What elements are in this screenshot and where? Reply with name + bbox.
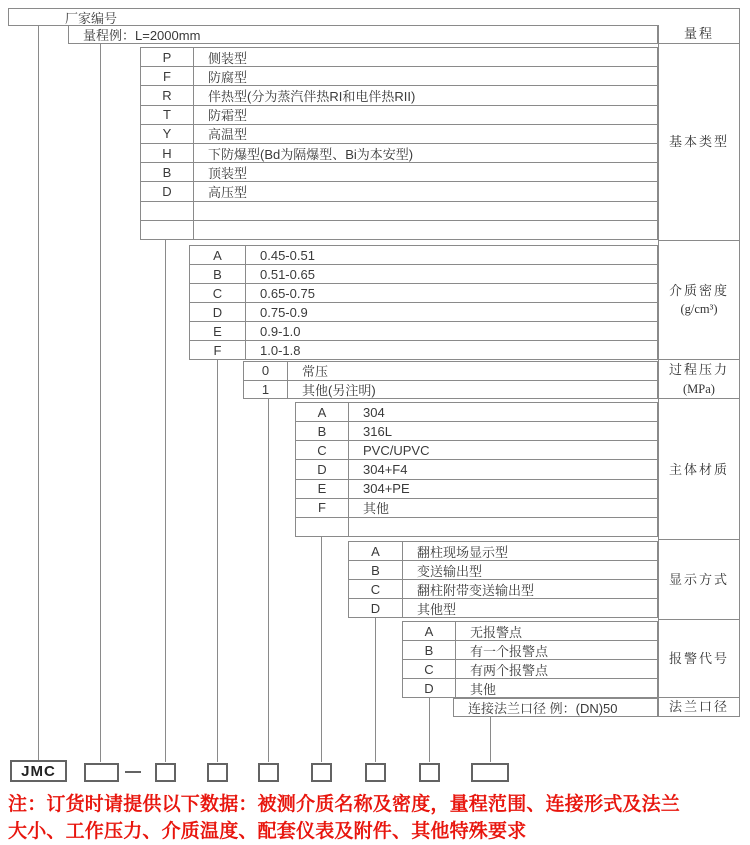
flange-size-text: 连接法兰口径 例：(DN)50 [468, 701, 618, 716]
order-note-line1: 注：订货时请提供以下数据：被测介质名称及密度，量程范围、连接形式及法兰 [8, 794, 681, 815]
table-row [190, 302, 657, 321]
option-code [141, 202, 194, 220]
option-code: C [296, 441, 349, 459]
model-prefix-label: JMC [21, 762, 56, 780]
table-row [349, 560, 657, 579]
option-desc: 防霜型 [208, 108, 248, 124]
table-row [296, 479, 657, 498]
option-code: D [296, 460, 349, 478]
option-code: B [296, 422, 349, 440]
option-desc [349, 518, 657, 536]
option-desc: 侧装型 [208, 50, 248, 66]
range-example-label: 量程例：L=2000mm [83, 28, 201, 43]
option-code: F [141, 67, 194, 85]
option-desc: 其他(另注明) [302, 382, 376, 398]
category-label-process-pressure: 过程压力 (MPa) [659, 359, 739, 398]
option-code: F [190, 341, 246, 359]
option-desc: 高压型 [208, 185, 248, 201]
order-note-line2: 大小、工作压力、介质温度、配套仪表及附件、其他特殊要求 [8, 820, 527, 842]
option-code: E [190, 322, 246, 340]
table-row [141, 105, 657, 124]
table-row-empty [141, 220, 657, 239]
connector-line-body-material [321, 537, 322, 762]
category-label-alarm-code: 报警代号 [659, 619, 739, 697]
connector-line-display-mode [375, 618, 376, 762]
option-code: B [403, 641, 456, 659]
table-row [190, 246, 657, 264]
option-code: D [190, 303, 246, 321]
category-label-column [658, 25, 740, 717]
option-desc: 304+F4 [363, 461, 408, 477]
option-desc: 0.45-0.51 [260, 247, 315, 263]
flange-size-row [453, 698, 658, 717]
alarm-code-table [402, 621, 658, 698]
option-code: T [141, 106, 194, 124]
option-desc: 316L [363, 423, 392, 439]
category-label-body-material: 主体材质 [659, 398, 739, 539]
table-row [349, 598, 657, 617]
table-row [403, 659, 657, 678]
option-desc: 伴热型(分为蒸汽伴热RI和电伴热RII) [208, 89, 416, 105]
model-code-separator [125, 771, 141, 773]
option-desc: 常压 [302, 364, 329, 380]
connector-line-medium-density [217, 360, 218, 762]
option-desc: 无报警点 [470, 624, 523, 640]
option-desc: 顶装型 [208, 165, 248, 181]
option-desc: 有一个报警点 [470, 643, 549, 659]
option-code: D [403, 679, 456, 697]
model-code-box-range [84, 763, 119, 782]
connector-line-prefix [38, 25, 39, 762]
option-code: A [190, 246, 246, 264]
option-code: D [141, 182, 194, 200]
option-desc: 翻柱附带变送输出型 [417, 582, 535, 598]
option-code: 0 [244, 362, 288, 380]
option-code: A [296, 403, 349, 421]
option-desc [194, 202, 657, 220]
table-row [141, 48, 657, 66]
category-label-flange-size: 法兰口径 [659, 697, 739, 716]
table-row [349, 542, 657, 560]
display-mode-table [348, 541, 658, 618]
option-desc: 其他型 [417, 601, 457, 617]
table-row [296, 421, 657, 440]
model-code-box-medium-density [207, 763, 228, 782]
option-code: R [141, 86, 194, 104]
model-code-box-display-mode [365, 763, 386, 782]
option-code: Y [141, 125, 194, 143]
option-desc: 0.75-0.9 [260, 304, 308, 320]
option-code: C [190, 284, 246, 302]
category-label-display-mode: 显示方式 [659, 539, 739, 619]
table-row [296, 403, 657, 421]
table-row [141, 85, 657, 104]
table-row [403, 640, 657, 659]
basic-type-table [140, 47, 658, 240]
table-row [141, 162, 657, 181]
connector-line-range [100, 43, 101, 762]
option-code: H [141, 144, 194, 162]
option-desc: 0.9-1.0 [260, 323, 301, 339]
model-code-box-alarm-code [419, 763, 440, 782]
option-desc: 翻柱现场显示型 [417, 544, 509, 560]
option-desc: 0.65-0.75 [260, 285, 315, 301]
option-desc [194, 221, 657, 239]
table-row [190, 321, 657, 340]
option-code: F [296, 499, 349, 517]
option-desc: 304 [363, 404, 385, 420]
medium-density-table [189, 245, 658, 360]
category-label-basic-type: 基本类型 [659, 43, 739, 240]
model-code-box-basic-type [155, 763, 176, 782]
option-desc: 其他 [470, 681, 497, 697]
option-code [141, 221, 194, 239]
option-desc: 有两个报警点 [470, 662, 549, 678]
table-row [244, 362, 657, 380]
category-label-medium-density: 介质密度 (g/cm³) [659, 240, 739, 360]
option-desc: 防腐型 [208, 69, 248, 85]
option-code: P [141, 48, 194, 66]
table-row-empty [296, 517, 657, 536]
factory-code-label: 厂家编号 [65, 10, 118, 26]
option-code: 1 [244, 381, 288, 399]
option-code: A [403, 622, 456, 640]
option-code [296, 518, 349, 536]
table-row [190, 340, 657, 359]
connector-line-basic-type [165, 240, 166, 762]
option-code: B [349, 561, 403, 579]
option-code: E [296, 480, 349, 498]
connector-line-alarm-code [429, 698, 430, 762]
table-row [190, 264, 657, 283]
table-row [403, 622, 657, 640]
table-row [141, 124, 657, 143]
option-desc: PVC/UPVC [363, 442, 430, 458]
option-desc: 高温型 [208, 127, 248, 143]
model-code-box-body-material [311, 763, 332, 782]
option-code: A [349, 542, 403, 560]
model-prefix-box [10, 760, 67, 782]
table-row [349, 579, 657, 598]
option-code: C [349, 580, 403, 598]
table-row [296, 498, 657, 517]
connector-line-flange-size [490, 717, 491, 762]
table-row [141, 66, 657, 85]
table-row [403, 678, 657, 697]
category-label-range: 量程 [683, 26, 714, 42]
option-desc: 1.0-1.8 [260, 342, 301, 358]
connector-line-process-pressure [268, 399, 269, 762]
option-code: B [141, 163, 194, 181]
option-desc: 0.51-0.65 [260, 266, 315, 282]
option-desc: 304+PE [363, 481, 410, 497]
table-row-empty [141, 201, 657, 220]
table-row [190, 283, 657, 302]
option-code: C [403, 660, 456, 678]
order-note [8, 792, 748, 845]
model-code-box-flange-size [471, 763, 509, 782]
option-desc: 其他 [363, 501, 390, 517]
table-row [141, 143, 657, 162]
option-desc: 下防爆型(Bd为隔爆型、Bi为本安型) [208, 146, 414, 162]
option-desc: 变送输出型 [417, 563, 483, 579]
process-pressure-table [243, 361, 658, 399]
body-material-table [295, 402, 658, 537]
table-row [141, 181, 657, 200]
model-code-box-process-pressure [258, 763, 279, 782]
factory-code-row [8, 8, 740, 26]
option-code: B [190, 265, 246, 283]
option-code: D [349, 599, 403, 617]
table-row [244, 380, 657, 399]
table-row [296, 459, 657, 478]
table-row [296, 440, 657, 459]
range-example-row [68, 25, 658, 44]
